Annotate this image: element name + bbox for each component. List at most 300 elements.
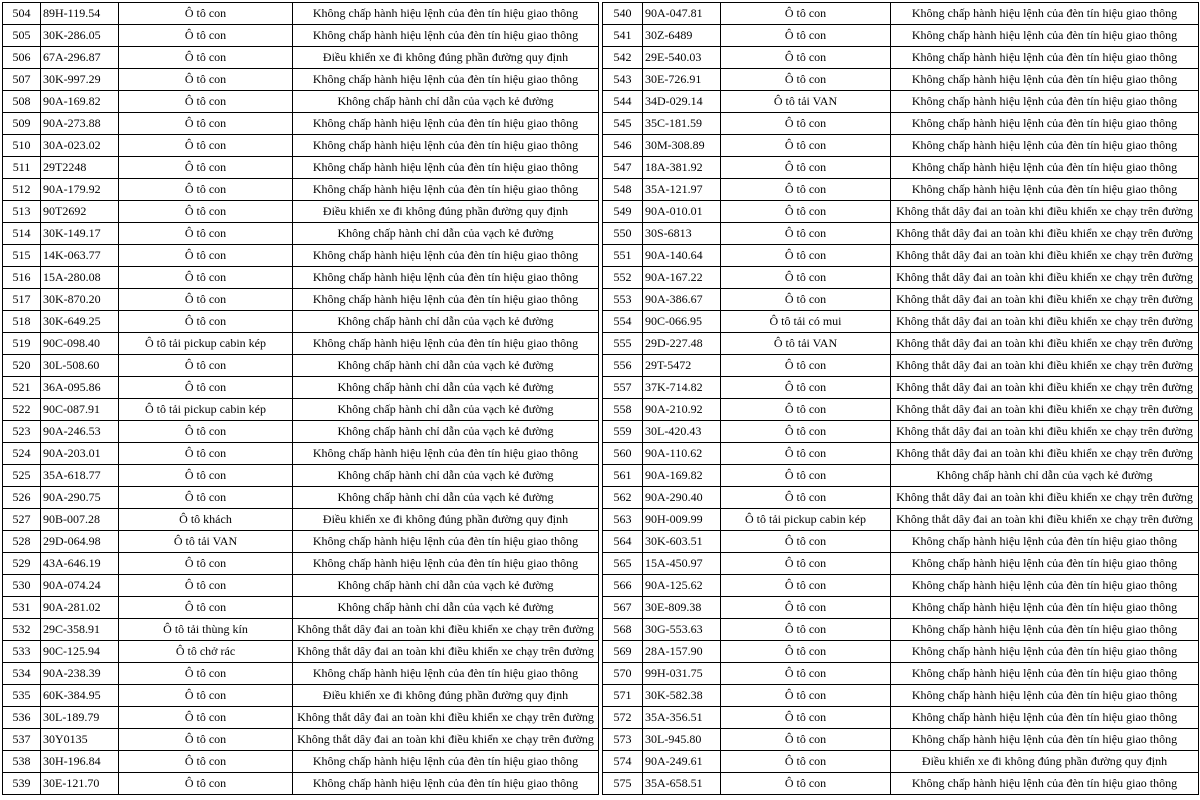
violation-cell: Điều khiển xe đi không đúng phần đường quy định	[293, 685, 599, 707]
table-body-right	[603, 3, 1199, 795]
vehicle-type-cell: Ô tô con	[119, 91, 293, 113]
violation-cell: Không chấp hành chỉ dẫn của vạch kẻ đường	[293, 223, 599, 245]
vehicle-type-cell: Ô tô con	[119, 179, 293, 201]
table-row	[3, 355, 599, 377]
vehicle-type-cell: Ô tô con	[721, 773, 891, 795]
violation-cell: Không chấp hành hiệu lệnh của đèn tín hiệu giao thông	[293, 179, 599, 201]
violation-cell: Không thắt dây đai an toàn khi điều khiển xe chạy trên đường	[891, 355, 1199, 377]
plate-number-cell: 28A-157.90	[643, 641, 721, 663]
violation-cell: Không chấp hành hiệu lệnh của đèn tín hiệu giao thông	[891, 729, 1199, 751]
plate-number-cell: 30E-121.70	[41, 773, 119, 795]
violation-cell: Không chấp hành chỉ dẫn của vạch kẻ đường	[293, 487, 599, 509]
vehicle-type-cell: Ô tô chở rác	[119, 641, 293, 663]
violation-cell: Không chấp hành hiệu lệnh của đèn tín hiệu giao thông	[293, 69, 599, 91]
row-number-cell: 520	[3, 355, 41, 377]
plate-number-cell: 35A-121.97	[643, 179, 721, 201]
table-row	[3, 245, 599, 267]
violation-cell: Không chấp hành hiệu lệnh của đèn tín hiệu giao thông	[293, 113, 599, 135]
violation-cell: Điều khiển xe đi không đúng phần đường quy định	[293, 201, 599, 223]
plate-number-cell: 18A-381.92	[643, 157, 721, 179]
vehicle-type-cell: Ô tô con	[119, 69, 293, 91]
vehicle-type-cell: Ô tô con	[119, 135, 293, 157]
row-number-cell: 566	[603, 575, 643, 597]
vehicle-type-cell: Ô tô con	[721, 179, 891, 201]
table-row	[603, 91, 1199, 113]
vehicle-type-cell: Ô tô con	[721, 289, 891, 311]
violation-cell: Không chấp hành chỉ dẫn của vạch kẻ đường	[293, 465, 599, 487]
row-number-cell: 541	[603, 25, 643, 47]
violation-cell: Không chấp hành hiệu lệnh của đèn tín hiệu giao thông	[293, 773, 599, 795]
row-number-cell: 548	[603, 179, 643, 201]
row-number-cell: 554	[603, 311, 643, 333]
plate-number-cell: 30K-649.25	[41, 311, 119, 333]
row-number-cell: 572	[603, 707, 643, 729]
violation-cell: Không chấp hành hiệu lệnh của đèn tín hiệu giao thông	[293, 333, 599, 355]
violation-cell: Không chấp hành chỉ dẫn của vạch kẻ đường	[293, 575, 599, 597]
row-number-cell: 560	[603, 443, 643, 465]
row-number-cell: 549	[603, 201, 643, 223]
vehicle-type-cell: Ô tô con	[721, 223, 891, 245]
plate-number-cell: 35A-658.51	[643, 773, 721, 795]
row-number-cell: 524	[3, 443, 41, 465]
vehicle-type-cell: Ô tô con	[119, 157, 293, 179]
plate-number-cell: 15A-280.08	[41, 267, 119, 289]
table-row	[603, 531, 1199, 553]
row-number-cell: 552	[603, 267, 643, 289]
vehicle-type-cell: Ô tô con	[119, 355, 293, 377]
table-row	[3, 25, 599, 47]
row-number-cell: 547	[603, 157, 643, 179]
vehicle-type-cell: Ô tô con	[119, 465, 293, 487]
row-number-cell: 545	[603, 113, 643, 135]
table-row	[3, 289, 599, 311]
row-number-cell: 534	[3, 663, 41, 685]
row-number-cell: 574	[603, 751, 643, 773]
plate-number-cell: 30Y0135	[41, 729, 119, 751]
row-number-cell: 528	[3, 531, 41, 553]
vehicle-type-cell: Ô tô con	[119, 289, 293, 311]
plate-number-cell: 14K-063.77	[41, 245, 119, 267]
violation-cell: Không chấp hành hiệu lệnh của đèn tín hiệu giao thông	[293, 531, 599, 553]
table-row	[603, 25, 1199, 47]
vehicle-type-cell: Ô tô tải VAN	[721, 91, 891, 113]
table-row	[3, 575, 599, 597]
row-number-cell: 504	[3, 3, 41, 25]
table-row	[3, 113, 599, 135]
row-number-cell: 529	[3, 553, 41, 575]
table-row	[603, 553, 1199, 575]
table-row	[3, 509, 599, 531]
violation-cell: Không chấp hành hiệu lệnh của đèn tín hiệu giao thông	[293, 3, 599, 25]
vehicle-type-cell: Ô tô tải pickup cabin kép	[119, 399, 293, 421]
plate-number-cell: 90A-167.22	[643, 267, 721, 289]
row-number-cell: 559	[603, 421, 643, 443]
plate-number-cell: 90C-087.91	[41, 399, 119, 421]
table-row	[603, 685, 1199, 707]
plate-number-cell: 15A-450.97	[643, 553, 721, 575]
row-number-cell: 550	[603, 223, 643, 245]
vehicle-type-cell: Ô tô con	[721, 663, 891, 685]
table-row	[603, 707, 1199, 729]
table-row	[603, 333, 1199, 355]
plate-number-cell: 90A-074.24	[41, 575, 119, 597]
row-number-cell: 537	[3, 729, 41, 751]
plate-number-cell: 30E-809.38	[643, 597, 721, 619]
plate-number-cell: 99H-031.75	[643, 663, 721, 685]
plate-number-cell: 30K-149.17	[41, 223, 119, 245]
plate-number-cell: 30K-582.38	[643, 685, 721, 707]
plate-number-cell: 43A-646.19	[41, 553, 119, 575]
violation-cell: Không chấp hành hiệu lệnh của đèn tín hiệu giao thông	[891, 773, 1199, 795]
table-row	[3, 399, 599, 421]
row-number-cell: 539	[3, 773, 41, 795]
row-number-cell: 507	[3, 69, 41, 91]
table-row	[3, 597, 599, 619]
row-number-cell: 556	[603, 355, 643, 377]
plate-number-cell: 90B-007.28	[41, 509, 119, 531]
table-row	[603, 729, 1199, 751]
table-row	[603, 465, 1199, 487]
violation-cell: Không chấp hành hiệu lệnh của đèn tín hiệu giao thông	[891, 135, 1199, 157]
vehicle-type-cell: Ô tô con	[119, 597, 293, 619]
vehicle-type-cell: Ô tô khách	[119, 509, 293, 531]
row-number-cell: 521	[3, 377, 41, 399]
row-number-cell: 568	[603, 619, 643, 641]
plate-number-cell: 90A-010.01	[643, 201, 721, 223]
vehicle-type-cell: Ô tô con	[119, 3, 293, 25]
plate-number-cell: 90A-281.02	[41, 597, 119, 619]
table-row	[3, 179, 599, 201]
table-row	[3, 619, 599, 641]
vehicle-type-cell: Ô tô con	[721, 575, 891, 597]
row-number-cell: 542	[603, 47, 643, 69]
table-row	[603, 245, 1199, 267]
row-number-cell: 543	[603, 69, 643, 91]
vehicle-type-cell: Ô tô con	[721, 641, 891, 663]
violation-cell: Không thắt dây đai an toàn khi điều khiển xe chạy trên đường	[293, 641, 599, 663]
violation-cell: Không thắt dây đai an toàn khi điều khiển xe chạy trên đường	[891, 487, 1199, 509]
plate-number-cell: 37K-714.82	[643, 377, 721, 399]
row-number-cell: 525	[3, 465, 41, 487]
vehicle-type-cell: Ô tô con	[721, 245, 891, 267]
violation-cell: Không thắt dây đai an toàn khi điều khiển xe chạy trên đường	[891, 421, 1199, 443]
table-row	[603, 487, 1199, 509]
row-number-cell: 544	[603, 91, 643, 113]
vehicle-type-cell: Ô tô tải thùng kín	[119, 619, 293, 641]
table-row	[3, 69, 599, 91]
plate-number-cell: 29E-540.03	[643, 47, 721, 69]
violation-cell: Điều khiển xe đi không đúng phần đường quy định	[891, 751, 1199, 773]
row-number-cell: 511	[3, 157, 41, 179]
vehicle-type-cell: Ô tô con	[119, 443, 293, 465]
plate-number-cell: 30S-6813	[643, 223, 721, 245]
plate-number-cell: 90A-249.61	[643, 751, 721, 773]
violation-cell: Không thắt dây đai an toàn khi điều khiển xe chạy trên đường	[293, 729, 599, 751]
row-number-cell: 569	[603, 641, 643, 663]
vehicle-type-cell: Ô tô tải pickup cabin kép	[721, 509, 891, 531]
vehicle-type-cell: Ô tô tải có mui	[721, 311, 891, 333]
table-row	[3, 751, 599, 773]
row-number-cell: 536	[3, 707, 41, 729]
table-row	[603, 69, 1199, 91]
vehicle-type-cell: Ô tô tải pickup cabin kép	[119, 333, 293, 355]
table-row	[3, 685, 599, 707]
vehicle-type-cell: Ô tô con	[119, 729, 293, 751]
vehicle-type-cell: Ô tô con	[119, 751, 293, 773]
plate-number-cell: 35A-356.51	[643, 707, 721, 729]
plate-number-cell: 30L-189.79	[41, 707, 119, 729]
table-row	[603, 267, 1199, 289]
table-row	[3, 729, 599, 751]
violation-cell: Không chấp hành chỉ dẫn của vạch kẻ đường	[293, 597, 599, 619]
vehicle-type-cell: Ô tô con	[721, 531, 891, 553]
violation-cell: Không chấp hành hiệu lệnh của đèn tín hiệu giao thông	[293, 289, 599, 311]
vehicle-type-cell: Ô tô con	[119, 377, 293, 399]
violation-cell: Không chấp hành hiệu lệnh của đèn tín hiệu giao thông	[891, 47, 1199, 69]
violation-cell: Không thắt dây đai an toàn khi điều khiển xe chạy trên đường	[891, 311, 1199, 333]
vehicle-type-cell: Ô tô con	[119, 245, 293, 267]
violation-cell: Không chấp hành hiệu lệnh của đèn tín hiệu giao thông	[293, 157, 599, 179]
plate-number-cell: 29C-358.91	[41, 619, 119, 641]
row-number-cell: 540	[603, 3, 643, 25]
row-number-cell: 563	[603, 509, 643, 531]
table-row	[603, 597, 1199, 619]
vehicle-type-cell: Ô tô con	[119, 201, 293, 223]
plate-number-cell: 90A-386.67	[643, 289, 721, 311]
vehicle-type-cell: Ô tô con	[721, 597, 891, 619]
plate-number-cell: 29D-227.48	[643, 333, 721, 355]
plate-number-cell: 90A-246.53	[41, 421, 119, 443]
row-number-cell: 573	[603, 729, 643, 751]
plate-number-cell: 30A-023.02	[41, 135, 119, 157]
table-row	[603, 509, 1199, 531]
table-row	[3, 531, 599, 553]
plate-number-cell: 29T-5472	[643, 355, 721, 377]
violation-cell: Không chấp hành hiệu lệnh của đèn tín hiệu giao thông	[293, 25, 599, 47]
plate-number-cell: 35A-618.77	[41, 465, 119, 487]
vehicle-type-cell: Ô tô con	[721, 377, 891, 399]
vehicle-type-cell: Ô tô con	[119, 223, 293, 245]
table-row	[3, 333, 599, 355]
plate-number-cell: 90A-210.92	[643, 399, 721, 421]
vehicle-type-cell: Ô tô con	[721, 729, 891, 751]
plate-number-cell: 36A-095.86	[41, 377, 119, 399]
table-row	[3, 201, 599, 223]
table-row	[3, 311, 599, 333]
violation-cell: Không chấp hành chỉ dẫn của vạch kẻ đường	[293, 355, 599, 377]
plate-number-cell: 34D-029.14	[643, 91, 721, 113]
vehicle-type-cell: Ô tô con	[119, 773, 293, 795]
vehicle-type-cell: Ô tô con	[119, 267, 293, 289]
violation-cell: Điều khiển xe đi không đúng phần đường quy định	[293, 47, 599, 69]
plate-number-cell: 90T2692	[41, 201, 119, 223]
vehicle-type-cell: Ô tô con	[119, 663, 293, 685]
table-row	[603, 3, 1199, 25]
table-row	[3, 223, 599, 245]
row-number-cell: 513	[3, 201, 41, 223]
table-row	[3, 553, 599, 575]
table-body-left	[3, 3, 599, 795]
table-row	[3, 377, 599, 399]
violation-cell: Không chấp hành chỉ dẫn của vạch kẻ đường	[293, 311, 599, 333]
table-row	[3, 3, 599, 25]
vehicle-type-cell: Ô tô con	[721, 157, 891, 179]
vehicle-type-cell: Ô tô con	[119, 575, 293, 597]
violation-cell: Không chấp hành chỉ dẫn của vạch kẻ đường	[293, 377, 599, 399]
row-number-cell: 517	[3, 289, 41, 311]
plate-number-cell: 29D-064.98	[41, 531, 119, 553]
violation-cell: Không chấp hành hiệu lệnh của đèn tín hiệu giao thông	[293, 553, 599, 575]
row-number-cell: 546	[603, 135, 643, 157]
plate-number-cell: 90C-066.95	[643, 311, 721, 333]
vehicle-type-cell: Ô tô con	[721, 399, 891, 421]
violation-cell: Không chấp hành hiệu lệnh của đèn tín hiệu giao thông	[293, 267, 599, 289]
table-row	[603, 289, 1199, 311]
violation-cell: Không chấp hành hiệu lệnh của đèn tín hiệu giao thông	[293, 663, 599, 685]
plate-number-cell: 90C-098.40	[41, 333, 119, 355]
plate-number-cell: 90A-179.92	[41, 179, 119, 201]
vehicle-type-cell: Ô tô con	[721, 465, 891, 487]
row-number-cell: 514	[3, 223, 41, 245]
row-number-cell: 553	[603, 289, 643, 311]
vehicle-type-cell: Ô tô con	[721, 421, 891, 443]
plate-number-cell: 60K-384.95	[41, 685, 119, 707]
row-number-cell: 562	[603, 487, 643, 509]
table-row	[603, 663, 1199, 685]
plate-number-cell: 90A-290.40	[643, 487, 721, 509]
plate-number-cell: 30H-196.84	[41, 751, 119, 773]
table-row	[603, 355, 1199, 377]
vehicle-type-cell: Ô tô con	[119, 25, 293, 47]
vehicle-type-cell: Ô tô con	[721, 201, 891, 223]
violation-cell: Không chấp hành hiệu lệnh của đèn tín hiệu giao thông	[891, 531, 1199, 553]
violation-cell: Không chấp hành hiệu lệnh của đèn tín hiệu giao thông	[891, 575, 1199, 597]
vehicle-type-cell: Ô tô con	[721, 619, 891, 641]
table-row	[603, 47, 1199, 69]
plate-number-cell: 30E-726.91	[643, 69, 721, 91]
row-number-cell: 527	[3, 509, 41, 531]
table-row	[603, 399, 1199, 421]
row-number-cell: 519	[3, 333, 41, 355]
plate-number-cell: 30K-997.29	[41, 69, 119, 91]
table-row	[3, 47, 599, 69]
violation-cell: Không chấp hành hiệu lệnh của đèn tín hiệu giao thông	[891, 553, 1199, 575]
vehicle-type-cell: Ô tô con	[721, 443, 891, 465]
plate-number-cell: 90A-169.82	[41, 91, 119, 113]
row-number-cell: 530	[3, 575, 41, 597]
plate-number-cell: 90A-238.39	[41, 663, 119, 685]
table-row	[603, 201, 1199, 223]
plate-number-cell: 90A-273.88	[41, 113, 119, 135]
violation-cell: Không chấp hành hiệu lệnh của đèn tín hiệu giao thông	[891, 3, 1199, 25]
plate-number-cell: 90A-125.62	[643, 575, 721, 597]
row-number-cell: 523	[3, 421, 41, 443]
row-number-cell: 532	[3, 619, 41, 641]
vehicle-type-cell: Ô tô tải VAN	[119, 531, 293, 553]
violation-cell: Không thắt dây đai an toàn khi điều khiển xe chạy trên đường	[293, 619, 599, 641]
violation-cell: Không chấp hành hiệu lệnh của đèn tín hiệu giao thông	[891, 663, 1199, 685]
table-row	[603, 443, 1199, 465]
row-number-cell: 561	[603, 465, 643, 487]
plate-number-cell: 30L-945.80	[643, 729, 721, 751]
violation-cell: Không thắt dây đai an toàn khi điều khiển xe chạy trên đường	[891, 333, 1199, 355]
plate-number-cell: 90A-140.64	[643, 245, 721, 267]
plate-number-cell: 90A-110.62	[643, 443, 721, 465]
plate-number-cell: 30K-870.20	[41, 289, 119, 311]
violation-cell: Không chấp hành chỉ dẫn của vạch kẻ đường	[293, 91, 599, 113]
row-number-cell: 538	[3, 751, 41, 773]
row-number-cell: 533	[3, 641, 41, 663]
violation-cell: Không chấp hành chỉ dẫn của vạch kẻ đường	[293, 399, 599, 421]
row-number-cell: 515	[3, 245, 41, 267]
vehicle-type-cell: Ô tô con	[721, 69, 891, 91]
vehicle-type-cell: Ô tô con	[119, 113, 293, 135]
row-number-cell: 505	[3, 25, 41, 47]
violation-cell: Không chấp hành hiệu lệnh của đèn tín hiệu giao thông	[891, 69, 1199, 91]
table-row	[603, 619, 1199, 641]
violations-table-right	[602, 2, 1199, 795]
row-number-cell: 575	[603, 773, 643, 795]
vehicle-type-cell: Ô tô con	[119, 487, 293, 509]
row-number-cell: 551	[603, 245, 643, 267]
plate-number-cell: 90A-203.01	[41, 443, 119, 465]
row-number-cell: 531	[3, 597, 41, 619]
plate-number-cell: 90C-125.94	[41, 641, 119, 663]
violation-cell: Không thắt dây đai an toàn khi điều khiển xe chạy trên đường	[891, 443, 1199, 465]
plate-number-cell: 90H-009.99	[643, 509, 721, 531]
table-row	[603, 421, 1199, 443]
row-number-cell: 526	[3, 487, 41, 509]
row-number-cell: 564	[603, 531, 643, 553]
violation-cell: Không chấp hành hiệu lệnh của đèn tín hiệu giao thông	[891, 157, 1199, 179]
table-row	[603, 377, 1199, 399]
violation-cell: Không thắt dây đai an toàn khi điều khiển xe chạy trên đường	[891, 509, 1199, 531]
vehicle-type-cell: Ô tô con	[721, 685, 891, 707]
table-row	[3, 91, 599, 113]
row-number-cell: 510	[3, 135, 41, 157]
vehicle-type-cell: Ô tô con	[721, 487, 891, 509]
violation-cell: Không chấp hành hiệu lệnh của đèn tín hiệu giao thông	[891, 113, 1199, 135]
table-row	[3, 157, 599, 179]
table-row	[3, 663, 599, 685]
plate-number-cell: 67A-296.87	[41, 47, 119, 69]
table-row	[603, 311, 1199, 333]
row-number-cell: 516	[3, 267, 41, 289]
plate-number-cell: 90A-169.82	[643, 465, 721, 487]
plate-number-cell: 30M-308.89	[643, 135, 721, 157]
violation-cell: Không chấp hành hiệu lệnh của đèn tín hiệu giao thông	[891, 597, 1199, 619]
violation-cell: Không chấp hành hiệu lệnh của đèn tín hiệu giao thông	[293, 443, 599, 465]
row-number-cell: 567	[603, 597, 643, 619]
row-number-cell: 522	[3, 399, 41, 421]
vehicle-type-cell: Ô tô con	[721, 25, 891, 47]
row-number-cell: 518	[3, 311, 41, 333]
table-row	[3, 707, 599, 729]
plate-number-cell: 30Z-6489	[643, 25, 721, 47]
table-row	[3, 465, 599, 487]
table-row	[603, 223, 1199, 245]
plate-number-cell: 30K-286.05	[41, 25, 119, 47]
violation-cell: Điều khiển xe đi không đúng phần đường quy định	[293, 509, 599, 531]
plate-number-cell: 90A-290.75	[41, 487, 119, 509]
plate-number-cell: 89H-119.54	[41, 3, 119, 25]
table-row	[603, 113, 1199, 135]
plate-number-cell: 29T2248	[41, 157, 119, 179]
violation-cell: Không thắt dây đai an toàn khi điều khiển xe chạy trên đường	[891, 201, 1199, 223]
table-row	[603, 179, 1199, 201]
table-row	[3, 443, 599, 465]
violation-cell: Không chấp hành hiệu lệnh của đèn tín hiệu giao thông	[891, 91, 1199, 113]
